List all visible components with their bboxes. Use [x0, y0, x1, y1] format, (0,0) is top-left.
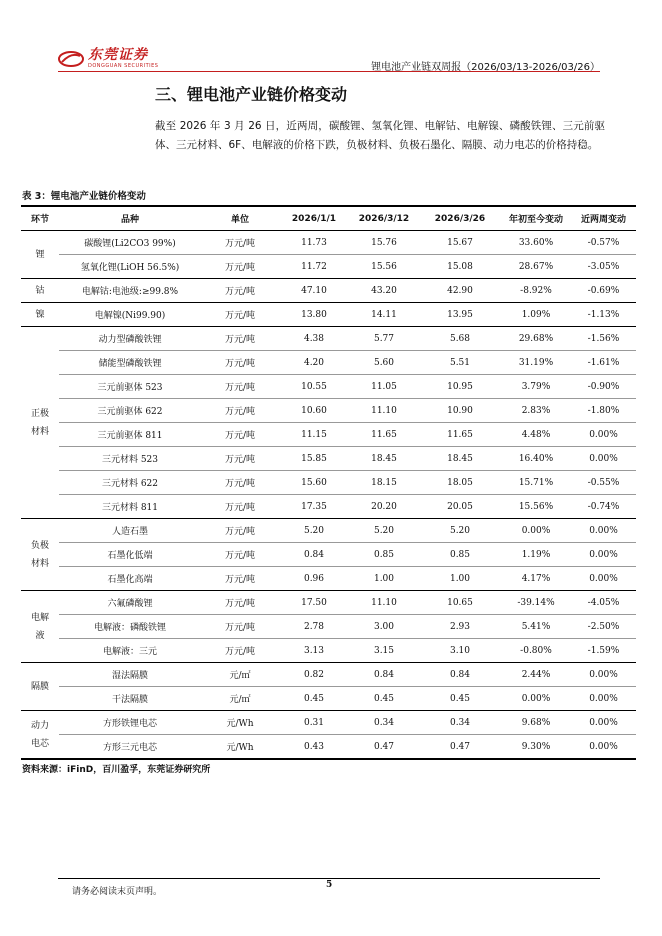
table-cell: 11.72 [279, 255, 349, 279]
table-cell: 15.67 [419, 231, 501, 255]
table-cell: 11.65 [349, 423, 419, 447]
price-table [21, 205, 636, 760]
table-cell: 万元/吨 [201, 423, 279, 447]
table-cell: 16.40% [501, 447, 571, 471]
table-cell: -3.05% [571, 255, 636, 279]
table-caption: 表 3：锂电池产业链价格变动 [22, 191, 146, 202]
table-cell: 2.83% [501, 399, 571, 423]
table-cell: 3.13 [279, 639, 349, 663]
table-cell: -0.90% [571, 375, 636, 399]
table-cell: 29.68% [501, 327, 571, 351]
table-cell: 万元/吨 [201, 543, 279, 567]
segment-label: 电芯 [30, 738, 49, 749]
segment-cell: 镍 [21, 303, 59, 327]
segment-label: 材料 [30, 426, 49, 437]
table-cell: 0.45 [279, 687, 349, 711]
table-cell: 10.60 [279, 399, 349, 423]
table-row [21, 687, 636, 711]
table-row [21, 351, 636, 375]
table-cell: 人造石墨 [59, 519, 201, 543]
table-cell: 0.00% [501, 687, 571, 711]
table-cell: 15.76 [349, 231, 419, 255]
column-header: 年初至今变动 [501, 206, 571, 231]
table-cell: 三元前驱体 811 [59, 423, 201, 447]
segment-label: 正极 [30, 408, 49, 419]
section-title: 三、锂电池产业链价格变动 [155, 85, 348, 104]
table-cell: 万元/吨 [201, 231, 279, 255]
footer-disclaimer: 请务必阅读末页声明。 [72, 887, 163, 897]
table-cell: 0.31 [279, 711, 349, 735]
table-cell: 10.65 [419, 591, 501, 615]
table-cell: 0.47 [419, 735, 501, 760]
table-cell: 15.08 [419, 255, 501, 279]
table-cell: -0.57% [571, 231, 636, 255]
table-row [21, 471, 636, 495]
table-cell: 18.15 [349, 471, 419, 495]
table-cell: 20.20 [349, 495, 419, 519]
table-cell: 电解镍(Ni99.90) [59, 303, 201, 327]
company-logo [58, 48, 158, 69]
segment-label: 负极 [30, 540, 49, 551]
table-cell: 3.10 [419, 639, 501, 663]
table-cell: 15.85 [279, 447, 349, 471]
column-header: 2026/3/12 [349, 206, 419, 231]
table-cell: 三元材料 523 [59, 447, 201, 471]
table-cell: 0.00% [571, 687, 636, 711]
table-cell: -1.61% [571, 351, 636, 375]
footer-divider [58, 878, 600, 879]
table-cell: 20.05 [419, 495, 501, 519]
table-cell: -1.59% [571, 639, 636, 663]
table-cell: 0.96 [279, 567, 349, 591]
table-row [21, 663, 636, 687]
summary-paragraph: 截至 2026 年 3 月 26 日，近两周，碳酸锂、氢氧化锂、电解钴、电解镍、磷酸铁锂、三元前驱体、三元材料、6F、电解液的价格下跌，负极材料、负极石墨化、隔膜、动力电芯的价格持稳。 [155, 120, 605, 151]
table-cell: 氢氧化锂(LiOH 56.5%) [59, 255, 201, 279]
table-cell: 5.41% [501, 615, 571, 639]
table-header-row [21, 206, 636, 231]
segment-label: 液 [35, 630, 45, 641]
logo-text-cn: 东莞证券 [88, 47, 148, 63]
table-cell: 0.00% [571, 567, 636, 591]
table-row [21, 543, 636, 567]
table-cell: -0.74% [571, 495, 636, 519]
table-cell: 33.60% [501, 231, 571, 255]
table-cell: 电解钴:电池级:≥99.8% [59, 279, 201, 303]
table-cell: 石墨化高端 [59, 567, 201, 591]
table-cell: 0.00% [501, 519, 571, 543]
table-row [21, 375, 636, 399]
table-cell: 万元/吨 [201, 447, 279, 471]
table-cell: 1.09% [501, 303, 571, 327]
table-cell: 万元/吨 [201, 303, 279, 327]
table-cell: 18.45 [419, 447, 501, 471]
table-cell: 17.35 [279, 495, 349, 519]
table-cell: 2.93 [419, 615, 501, 639]
table-cell: 湿法隔膜 [59, 663, 201, 687]
table-cell: 5.60 [349, 351, 419, 375]
table-cell: 1.19% [501, 543, 571, 567]
table-cell: 1.00 [349, 567, 419, 591]
table-cell: 11.05 [349, 375, 419, 399]
table-cell: 3.79% [501, 375, 571, 399]
table-cell: 0.47 [349, 735, 419, 760]
segment-cell [21, 591, 59, 663]
table-cell: 11.15 [279, 423, 349, 447]
table-cell: 万元/吨 [201, 519, 279, 543]
table-cell: 碳酸锂(Li2CO3 99%) [59, 231, 201, 255]
table-cell: 三元材料 811 [59, 495, 201, 519]
table-cell: 14.11 [349, 303, 419, 327]
table-cell: 47.10 [279, 279, 349, 303]
table-row [21, 567, 636, 591]
table-cell: -1.56% [571, 327, 636, 351]
table-cell: -4.05% [571, 591, 636, 615]
table-row [21, 639, 636, 663]
page-number: 5 [326, 880, 333, 890]
table-cell: 万元/吨 [201, 639, 279, 663]
table-row [21, 255, 636, 279]
segment-label: 电解 [30, 612, 49, 623]
column-header: 2026/1/1 [279, 206, 349, 231]
table-cell: 28.67% [501, 255, 571, 279]
table-cell: 0.84 [279, 543, 349, 567]
table-cell: 0.84 [349, 663, 419, 687]
table-cell: -8.92% [501, 279, 571, 303]
table-cell: 15.71% [501, 471, 571, 495]
table-cell: 17.50 [279, 591, 349, 615]
table-cell: 13.95 [419, 303, 501, 327]
table-cell: 13.80 [279, 303, 349, 327]
column-header: 品种 [59, 206, 201, 231]
table-cell: 3.15 [349, 639, 419, 663]
table-cell: -0.55% [571, 471, 636, 495]
table-cell: 0.00% [571, 711, 636, 735]
column-header: 环节 [21, 206, 59, 231]
table-cell: -0.69% [571, 279, 636, 303]
table-cell: 元/㎡ [201, 687, 279, 711]
table-cell: 0.00% [571, 735, 636, 760]
table-cell: 18.05 [419, 471, 501, 495]
table-cell: -39.14% [501, 591, 571, 615]
segment-cell: 锂 [21, 231, 59, 279]
table-cell: 万元/吨 [201, 615, 279, 639]
table-cell: 4.48% [501, 423, 571, 447]
column-header: 近两周变动 [571, 206, 636, 231]
table-row [21, 279, 636, 303]
table-row [21, 231, 636, 255]
segment-label: 材料 [30, 558, 49, 569]
table-cell: 15.56 [349, 255, 419, 279]
table-cell: 10.95 [419, 375, 501, 399]
table-cell: 11.10 [349, 399, 419, 423]
table-cell: 0.85 [419, 543, 501, 567]
header-divider [58, 71, 600, 72]
logo-mark-icon [58, 50, 84, 68]
table-cell: 储能型磷酸铁锂 [59, 351, 201, 375]
table-cell: 0.00% [571, 447, 636, 471]
logo-text-en: DONGGUAN SECURITIES [88, 63, 159, 69]
table-cell: 0.34 [349, 711, 419, 735]
segment-cell [21, 519, 59, 591]
table-cell: 元/Wh [201, 711, 279, 735]
table-cell: 0.00% [571, 663, 636, 687]
table-cell: 电解液：三元 [59, 639, 201, 663]
table-cell: 11.65 [419, 423, 501, 447]
table-cell: -1.13% [571, 303, 636, 327]
report-title: 锂电池产业链双周报（2026/03/13-2026/03/26） [371, 62, 600, 73]
table-cell: 2.44% [501, 663, 571, 687]
table-cell: 0.85 [349, 543, 419, 567]
table-cell: 三元材料 622 [59, 471, 201, 495]
table-cell: 三元前驱体 622 [59, 399, 201, 423]
table-cell: 0.00% [571, 519, 636, 543]
table-cell: 万元/吨 [201, 567, 279, 591]
table-cell: 0.00% [571, 423, 636, 447]
table-cell: -2.50% [571, 615, 636, 639]
table-cell: 0.00% [571, 543, 636, 567]
table-row [21, 447, 636, 471]
table-cell: 万元/吨 [201, 399, 279, 423]
table-cell: 0.82 [279, 663, 349, 687]
table-row [21, 615, 636, 639]
table-cell: 干法隔膜 [59, 687, 201, 711]
table-cell: 万元/吨 [201, 255, 279, 279]
table-row [21, 711, 636, 735]
table-cell: 万元/吨 [201, 351, 279, 375]
table-cell: -1.80% [571, 399, 636, 423]
table-cell: 5.20 [279, 519, 349, 543]
segment-cell: 钴 [21, 279, 59, 303]
table-cell: 0.84 [419, 663, 501, 687]
table-cell: 万元/吨 [201, 327, 279, 351]
table-cell: 石墨化低端 [59, 543, 201, 567]
table-cell: -0.80% [501, 639, 571, 663]
table-cell: 5.20 [419, 519, 501, 543]
table-cell: 10.90 [419, 399, 501, 423]
table-cell: 1.00 [419, 567, 501, 591]
table-cell: 方形铁锂电芯 [59, 711, 201, 735]
table-cell: 4.38 [279, 327, 349, 351]
table-cell: 11.73 [279, 231, 349, 255]
table-row [21, 327, 636, 351]
table-cell: 元/㎡ [201, 663, 279, 687]
table-cell: 动力型磷酸铁锂 [59, 327, 201, 351]
table-cell: 万元/吨 [201, 375, 279, 399]
segment-cell [21, 711, 59, 760]
table-cell: 方形三元电芯 [59, 735, 201, 760]
table-cell: 18.45 [349, 447, 419, 471]
table-cell: 5.20 [349, 519, 419, 543]
table-cell: 15.60 [279, 471, 349, 495]
table-cell: 万元/吨 [201, 591, 279, 615]
table-row [21, 399, 636, 423]
table-cell: 10.55 [279, 375, 349, 399]
column-header: 单位 [201, 206, 279, 231]
data-source: 资料来源：iFinD，百川盈孚，东莞证券研究所 [22, 765, 211, 775]
table-cell: 0.43 [279, 735, 349, 760]
table-cell: 42.90 [419, 279, 501, 303]
table-cell: 六氟磷酸锂 [59, 591, 201, 615]
table-row [21, 423, 636, 447]
segment-cell: 隔膜 [21, 663, 59, 711]
table-cell: 31.19% [501, 351, 571, 375]
table-cell: 9.68% [501, 711, 571, 735]
table-cell: 0.45 [349, 687, 419, 711]
table-cell: 电解液：磷酸铁锂 [59, 615, 201, 639]
table-cell: 0.45 [419, 687, 501, 711]
table-row [21, 303, 636, 327]
table-cell: 9.30% [501, 735, 571, 760]
segment-label: 动力 [30, 720, 49, 731]
table-cell: 5.51 [419, 351, 501, 375]
table-row [21, 735, 636, 760]
table-cell: 4.20 [279, 351, 349, 375]
table-cell: 15.56% [501, 495, 571, 519]
table-cell: 11.10 [349, 591, 419, 615]
table-cell: 5.68 [419, 327, 501, 351]
table-cell: 4.17% [501, 567, 571, 591]
table-row [21, 591, 636, 615]
table-cell: 万元/吨 [201, 471, 279, 495]
table-cell: 2.78 [279, 615, 349, 639]
table-cell: 万元/吨 [201, 495, 279, 519]
table-cell: 元/Wh [201, 735, 279, 760]
table-cell: 万元/吨 [201, 279, 279, 303]
table-cell: 43.20 [349, 279, 419, 303]
table-row [21, 519, 636, 543]
table-cell: 三元前驱体 523 [59, 375, 201, 399]
column-header: 2026/3/26 [419, 206, 501, 231]
table-cell: 3.00 [349, 615, 419, 639]
table-row [21, 495, 636, 519]
table-cell: 5.77 [349, 327, 419, 351]
segment-cell [21, 327, 59, 519]
table-cell: 0.34 [419, 711, 501, 735]
